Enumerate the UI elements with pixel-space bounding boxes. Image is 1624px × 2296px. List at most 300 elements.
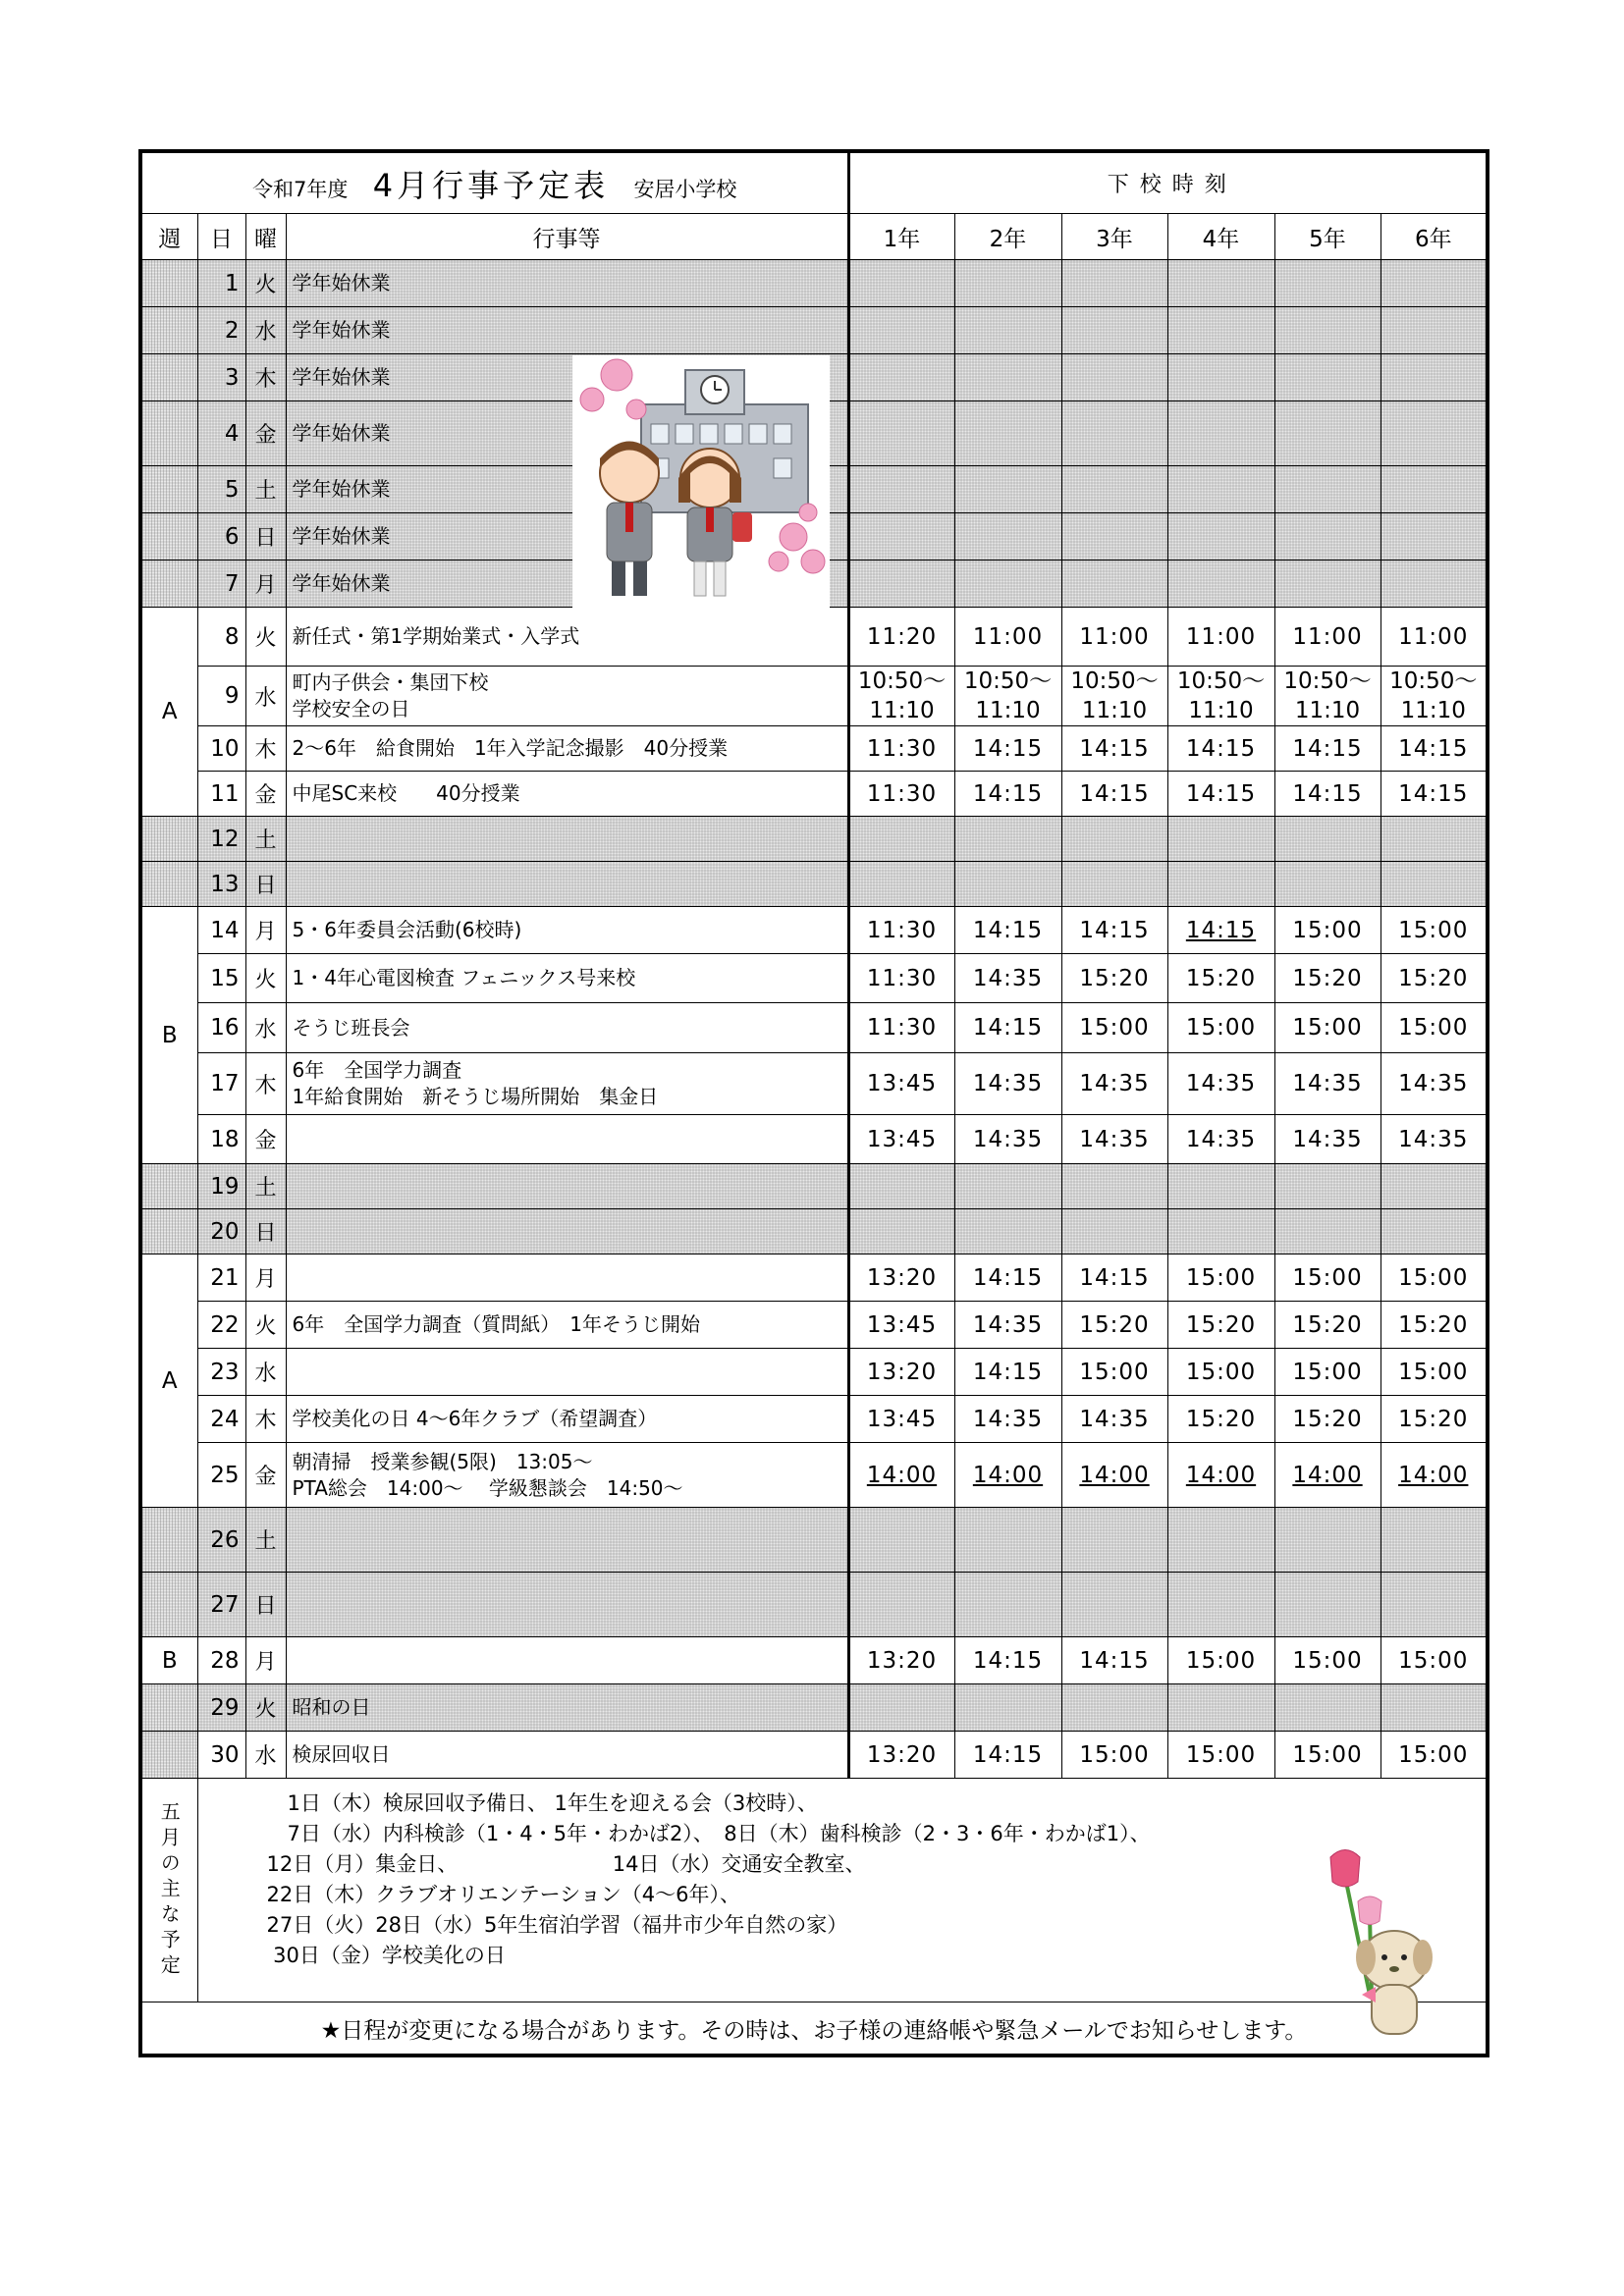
notes-row — [140, 1779, 1488, 2002]
dismissal-time — [1061, 1209, 1167, 1255]
col-grade-5: 5年 — [1274, 214, 1380, 260]
weekday: 火 — [245, 1684, 286, 1732]
dismissal-time — [954, 1164, 1061, 1209]
time-value: 14:15 — [972, 1264, 1044, 1291]
dismissal-time — [1167, 1732, 1274, 1779]
dismissal-time — [1274, 1164, 1380, 1209]
school-name: 安居小学校 — [633, 177, 737, 201]
day-number: 1 — [197, 260, 245, 307]
dismissal-time — [954, 772, 1061, 817]
day-number: 16 — [197, 1003, 245, 1053]
dismissal-time — [1380, 513, 1488, 561]
dismissal-time — [1380, 307, 1488, 354]
school-children-illustration — [572, 355, 830, 613]
event-line: 学校美化の日 4～6年クラブ（希望調査） — [292, 1407, 658, 1430]
events-cell — [286, 1255, 848, 1302]
event-line: 学年始休業 — [292, 271, 391, 294]
schedule-row — [140, 1508, 1488, 1573]
col-grade-1: 1年 — [848, 214, 954, 260]
events-cell — [286, 1209, 848, 1255]
time-value: 11:30 — [866, 1015, 938, 1041]
dismissal-time — [1061, 1637, 1167, 1684]
dismissal-time — [1380, 401, 1488, 466]
time-value: 14:15 — [1292, 735, 1363, 762]
dismissal-time — [1167, 1443, 1274, 1508]
dismissal-time — [1167, 1255, 1274, 1302]
dismissal-time — [1274, 862, 1380, 907]
time-value: 11:20 — [866, 623, 938, 650]
note-line: 12日（月）集金日、 14日（水）交通安全教室、 — [266, 1852, 866, 1876]
dismissal-time — [1380, 1164, 1488, 1209]
dismissal-time — [848, 1684, 954, 1732]
weekday: 木 — [245, 1396, 286, 1443]
weekday: 水 — [245, 667, 286, 726]
schedule-row — [140, 954, 1488, 1003]
day-number: 4 — [197, 401, 245, 466]
week-label — [140, 1164, 197, 1209]
time-value: 14:00 — [1292, 1462, 1363, 1488]
dismissal-time — [954, 1443, 1061, 1508]
dismissal-time — [1061, 667, 1167, 726]
col-weekday: 曜 — [245, 214, 286, 260]
weekday: 木 — [245, 354, 286, 401]
dismissal-time — [954, 1396, 1061, 1443]
time-start: 10:50～ — [1070, 668, 1159, 694]
dismissal-time — [1274, 1573, 1380, 1637]
dismissal-time — [848, 954, 954, 1003]
schedule-row — [140, 307, 1488, 354]
dismissal-time — [848, 1255, 954, 1302]
weekday: 月 — [245, 1255, 286, 1302]
day-number: 8 — [197, 608, 245, 667]
time-value: 15:00 — [1079, 1359, 1150, 1385]
day-number: 12 — [197, 817, 245, 862]
time-value: 15:00 — [1292, 917, 1363, 943]
time-value: 13:45 — [866, 1126, 938, 1152]
time-value: 14:35 — [1079, 1071, 1150, 1096]
day-number: 6 — [197, 513, 245, 561]
dismissal-time — [1061, 1255, 1167, 1302]
dismissal-time — [1274, 401, 1380, 466]
weekday: 日 — [245, 1209, 286, 1255]
title-main: 4月行事予定表 — [372, 166, 610, 204]
dismissal-time — [1167, 1053, 1274, 1115]
time-value: 15:00 — [1292, 1359, 1363, 1385]
dismissal-time — [848, 513, 954, 561]
day-number: 9 — [197, 667, 245, 726]
events-cell — [286, 1637, 848, 1684]
dismissal-time — [848, 1003, 954, 1053]
day-number: 5 — [197, 466, 245, 513]
schedule-sheet — [138, 149, 1486, 2057]
dismissal-time — [954, 1349, 1061, 1396]
time-end: 11:10 — [869, 698, 935, 723]
schedule-row — [140, 1573, 1488, 1637]
time-value: 11:30 — [866, 780, 938, 807]
dismissal-time — [1061, 561, 1167, 608]
dismissal-time — [1380, 260, 1488, 307]
dismissal-time — [1380, 354, 1488, 401]
dismissal-time — [1274, 954, 1380, 1003]
dismissal-time — [1061, 1003, 1167, 1053]
time-value: 11:30 — [866, 735, 938, 762]
notes-content — [197, 1779, 1488, 2002]
event-line: 新任式・第1学期始業式・入学式 — [292, 624, 580, 648]
dismissal-time — [1167, 1396, 1274, 1443]
dismissal-time — [1167, 862, 1274, 907]
notes-label-cell — [140, 1779, 197, 2002]
dismissal-time — [848, 1053, 954, 1115]
dismissal-time — [848, 561, 954, 608]
dismissal-time — [848, 1115, 954, 1164]
time-value: 14:35 — [972, 1126, 1044, 1152]
event-line: 5・6年委員会活動(6校時) — [292, 918, 522, 941]
footer-notice: ★日程が変更になる場合があります。その時は、お子様の連絡帳や緊急メールでお知らせします。 — [140, 2002, 1488, 2056]
dismissal-time — [954, 513, 1061, 561]
time-value: 15:00 — [1292, 1264, 1363, 1291]
events-cell — [286, 1443, 848, 1508]
time-value: 14:35 — [972, 1406, 1044, 1432]
weekday: 火 — [245, 260, 286, 307]
time-value: 14:00 — [972, 1462, 1044, 1488]
weekday: 金 — [245, 401, 286, 466]
dismissal-time — [1274, 1209, 1380, 1255]
week-label — [140, 862, 197, 907]
dismissal-time — [848, 1209, 954, 1255]
day-number: 25 — [197, 1443, 245, 1508]
day-number: 15 — [197, 954, 245, 1003]
dismissal-time — [1380, 1053, 1488, 1115]
time-value: 14:15 — [972, 1015, 1044, 1041]
week-label — [140, 1684, 197, 1732]
week-label: B — [140, 907, 197, 1164]
events-cell — [286, 1003, 848, 1053]
week-label: A — [140, 608, 197, 817]
col-events: 行事等 — [286, 214, 848, 260]
dismissal-time — [1380, 1209, 1488, 1255]
dismissal-time — [954, 307, 1061, 354]
dismissal-time — [848, 726, 954, 772]
schedule-row — [140, 1209, 1488, 1255]
day-number: 29 — [197, 1684, 245, 1732]
dismissal-time — [1380, 608, 1488, 667]
schedule-row — [140, 608, 1488, 667]
time-value: 15:20 — [1185, 1311, 1257, 1338]
note-line: 22日（木）クラブオリエンテーション（4～6年）、 — [266, 1883, 740, 1906]
time-value: 13:20 — [866, 1264, 938, 1291]
time-value: 11:30 — [866, 917, 938, 943]
dismissal-time — [848, 907, 954, 954]
time-value: 14:15 — [972, 1741, 1044, 1768]
dismissal-time — [1274, 1732, 1380, 1779]
weekday: 日 — [245, 513, 286, 561]
weekday: 土 — [245, 466, 286, 513]
weekday: 日 — [245, 862, 286, 907]
dismissal-time — [1061, 307, 1167, 354]
schedule-row — [140, 907, 1488, 954]
events-cell — [286, 1115, 848, 1164]
dismissal-time — [1274, 1255, 1380, 1302]
events-cell — [286, 1164, 848, 1209]
day-number: 19 — [197, 1164, 245, 1209]
dismissal-time — [954, 466, 1061, 513]
dismissal-time — [1274, 260, 1380, 307]
time-value: 15:00 — [1079, 1015, 1150, 1041]
day-number: 26 — [197, 1508, 245, 1573]
dismissal-time — [1061, 1443, 1167, 1508]
time-value: 14:15 — [1185, 735, 1257, 762]
col-grade-6: 6年 — [1380, 214, 1488, 260]
dismissal-time — [1167, 1637, 1274, 1684]
dismissal-time — [954, 354, 1061, 401]
time-end: 11:10 — [1188, 698, 1254, 723]
dismissal-time — [1167, 772, 1274, 817]
day-number: 27 — [197, 1573, 245, 1637]
event-line: 学年始休業 — [292, 477, 391, 501]
dismissal-time — [1061, 1302, 1167, 1349]
dismissal-time — [1274, 608, 1380, 667]
dismissal-time — [1061, 1508, 1167, 1573]
time-value: 14:35 — [972, 1311, 1044, 1338]
time-value: 14:35 — [1079, 1406, 1150, 1432]
week-label — [140, 307, 197, 354]
events-cell — [286, 1396, 848, 1443]
time-value: 14:15 — [1079, 1264, 1150, 1291]
dismissal-time — [1274, 1637, 1380, 1684]
weekday: 月 — [245, 1637, 286, 1684]
time-value: 15:00 — [1398, 1015, 1469, 1041]
week-label — [140, 561, 197, 608]
dismissal-time — [1061, 772, 1167, 817]
time-value: 11:00 — [1079, 623, 1150, 650]
time-value: 15:20 — [1292, 965, 1363, 991]
schedule-row — [140, 1255, 1488, 1302]
time-value: 15:00 — [1185, 1359, 1257, 1385]
events-cell — [286, 907, 848, 954]
time-value: 14:15 — [1185, 780, 1257, 807]
time-value: 15:20 — [1292, 1311, 1363, 1338]
week-label — [140, 401, 197, 466]
time-value: 14:35 — [972, 965, 1044, 991]
weekday: 火 — [245, 1302, 286, 1349]
time-value: 15:00 — [1185, 1741, 1257, 1768]
events-cell — [286, 307, 848, 354]
dismissal-time — [848, 354, 954, 401]
time-value: 15:00 — [1292, 1741, 1363, 1768]
time-value: 13:20 — [866, 1359, 938, 1385]
dismissal-time — [1167, 354, 1274, 401]
dismissal-header: 下 校 時 刻 — [848, 151, 1488, 214]
weekday: 土 — [245, 817, 286, 862]
schedule-row — [140, 1637, 1488, 1684]
schedule-row — [140, 817, 1488, 862]
event-line: 学校安全の日 — [292, 697, 410, 721]
event-line: 中尾SC来校 40分授業 — [292, 781, 520, 805]
weekday: 日 — [245, 1573, 286, 1637]
event-line: 昭和の日 — [292, 1695, 371, 1719]
week-label — [140, 1573, 197, 1637]
time-value: 15:20 — [1398, 1311, 1469, 1338]
dismissal-time — [1061, 907, 1167, 954]
event-line: 6年 全国学力調査 — [292, 1058, 462, 1082]
time-value: 14:35 — [972, 1071, 1044, 1096]
col-day: 日 — [197, 214, 245, 260]
time-value: 14:35 — [1292, 1126, 1363, 1152]
dismissal-time — [1380, 1443, 1488, 1508]
dismissal-time — [848, 1302, 954, 1349]
week-label — [140, 1508, 197, 1573]
weekday: 火 — [245, 608, 286, 667]
schedule-row — [140, 862, 1488, 907]
dismissal-time — [1061, 817, 1167, 862]
dismissal-time — [1380, 1637, 1488, 1684]
dismissal-time — [1167, 1508, 1274, 1573]
events-cell — [286, 1684, 848, 1732]
time-value: 15:00 — [1185, 1264, 1257, 1291]
time-value: 15:00 — [1398, 917, 1469, 943]
time-value: 14:15 — [972, 1359, 1044, 1385]
weekday: 木 — [245, 1053, 286, 1115]
dismissal-time — [848, 401, 954, 466]
dismissal-time — [1061, 862, 1167, 907]
time-value: 14:15 — [1079, 917, 1150, 943]
weekday: 水 — [245, 307, 286, 354]
footer-row — [140, 2002, 1488, 2056]
event-line: 学年始休業 — [292, 571, 391, 595]
dismissal-time — [1061, 354, 1167, 401]
dismissal-time — [1061, 1349, 1167, 1396]
dismissal-time — [1274, 772, 1380, 817]
time-value: 14:15 — [1398, 780, 1469, 807]
dismissal-time — [848, 817, 954, 862]
dismissal-time — [954, 1508, 1061, 1573]
dismissal-time — [1274, 1302, 1380, 1349]
dismissal-time — [1274, 1443, 1380, 1508]
time-value: 14:00 — [866, 1462, 938, 1488]
day-number: 20 — [197, 1209, 245, 1255]
weekday: 月 — [245, 561, 286, 608]
event-line: 学年始休業 — [292, 365, 391, 389]
time-end: 11:10 — [1081, 698, 1148, 723]
dismissal-time — [1274, 354, 1380, 401]
schedule-row — [140, 772, 1488, 817]
time-value: 15:20 — [1185, 965, 1257, 991]
event-line: 学年始休業 — [292, 421, 391, 445]
dismissal-time — [1380, 1732, 1488, 1779]
dismissal-time — [1380, 1255, 1488, 1302]
tulip-dog-illustration — [1301, 1847, 1438, 2044]
dismissal-time — [1167, 1115, 1274, 1164]
dismissal-time — [1380, 1684, 1488, 1732]
event-line: 1年給食開始 新そうじ場所開始 集金日 — [292, 1085, 659, 1108]
schedule-row — [140, 1164, 1488, 1209]
dismissal-time — [1061, 1396, 1167, 1443]
dismissal-time — [1380, 772, 1488, 817]
time-value: 15:00 — [1398, 1647, 1469, 1674]
time-value: 14:15 — [972, 917, 1044, 943]
schedule-row — [140, 1349, 1488, 1396]
event-line: そうじ班長会 — [292, 1015, 410, 1040]
dismissal-time — [954, 1732, 1061, 1779]
dismissal-time — [954, 608, 1061, 667]
events-cell — [286, 260, 848, 307]
event-line: 6年 全国学力調査（質問紙） 1年そうじ開始 — [292, 1312, 700, 1336]
schedule-row — [140, 1053, 1488, 1115]
weekday: 水 — [245, 1003, 286, 1053]
dismissal-time — [1167, 307, 1274, 354]
time-value: 14:15 — [1079, 735, 1150, 762]
time-value: 11:30 — [866, 965, 938, 991]
schedule-row — [140, 1003, 1488, 1053]
dismissal-time — [848, 667, 954, 726]
time-value: 14:35 — [1292, 1071, 1363, 1096]
event-line: 町内子供会・集団下校 — [292, 670, 489, 694]
dismissal-time — [1167, 1684, 1274, 1732]
time-value: 14:15 — [972, 780, 1044, 807]
time-value: 15:00 — [1292, 1647, 1363, 1674]
day-number: 23 — [197, 1349, 245, 1396]
dismissal-time — [1167, 1003, 1274, 1053]
event-line: PTA総会 14:00～ 学級懇談会 14:50～ — [292, 1475, 683, 1500]
sheet-title — [140, 151, 848, 214]
dismissal-time — [1274, 561, 1380, 608]
schedule-row — [140, 1115, 1488, 1164]
day-number: 10 — [197, 726, 245, 772]
weekday: 火 — [245, 954, 286, 1003]
dismissal-time — [1274, 1396, 1380, 1443]
dismissal-time — [1061, 1164, 1167, 1209]
note-line: 7日（水）内科検診（1・4・5年・わかば2）、 8日（木）歯科検診（2・3・6年・わかば1）、 — [266, 1822, 1151, 1845]
dismissal-time — [1167, 817, 1274, 862]
dismissal-time — [1167, 1573, 1274, 1637]
dismissal-time — [954, 1115, 1061, 1164]
time-start: 10:50～ — [1283, 668, 1372, 694]
week-label — [140, 1732, 197, 1779]
time-value: 14:15 — [1398, 735, 1469, 762]
time-end: 11:10 — [975, 698, 1041, 723]
weekday: 金 — [245, 1115, 286, 1164]
events-cell — [286, 954, 848, 1003]
time-value: 15:00 — [1185, 1015, 1257, 1041]
weekday: 土 — [245, 1164, 286, 1209]
event-line: 学年始休業 — [292, 524, 391, 548]
dismissal-time — [1167, 1349, 1274, 1396]
events-cell — [286, 1053, 848, 1115]
dismissal-time — [848, 1396, 954, 1443]
dismissal-time — [1380, 817, 1488, 862]
event-line: 朝清掃 授業参観(5限) 13:05～ — [292, 1449, 593, 1473]
events-cell — [286, 1573, 848, 1637]
schedule-row — [140, 726, 1488, 772]
time-start: 10:50～ — [1176, 668, 1266, 694]
time-value: 15:00 — [1398, 1359, 1469, 1385]
dismissal-time — [1167, 1164, 1274, 1209]
dismissal-time — [1167, 561, 1274, 608]
dismissal-time — [1274, 1115, 1380, 1164]
time-value: 14:00 — [1185, 1462, 1257, 1488]
title-era: 令和7年度 — [252, 177, 349, 201]
time-value: 14:00 — [1079, 1462, 1150, 1488]
dismissal-time — [848, 772, 954, 817]
weekday: 金 — [245, 1443, 286, 1508]
time-value: 11:00 — [1292, 623, 1363, 650]
time-value: 14:35 — [1398, 1126, 1469, 1152]
schedule-row — [140, 1684, 1488, 1732]
dismissal-time — [1274, 1003, 1380, 1053]
events-cell — [286, 817, 848, 862]
dismissal-time — [1167, 1302, 1274, 1349]
dismissal-time — [1380, 1003, 1488, 1053]
